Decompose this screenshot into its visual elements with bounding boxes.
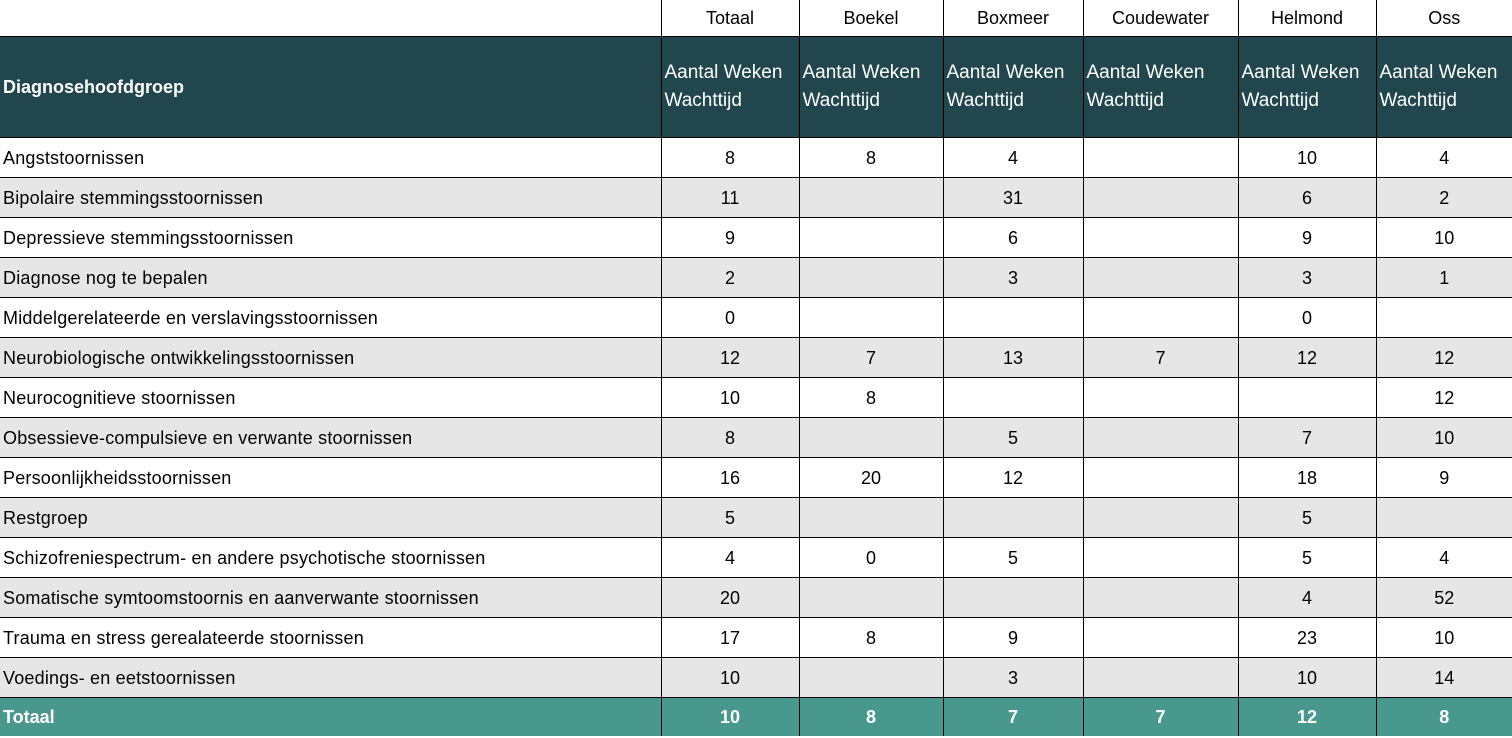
- column-header-wachttijd-boekel: Aantal Weken Wachttijd: [799, 37, 943, 138]
- table-row: [0, 298, 1512, 338]
- weeks-cell-coudewater: [1083, 458, 1238, 498]
- weeks-cell-oss: [1376, 298, 1512, 338]
- weeks-cell-boekel: 20: [799, 458, 943, 498]
- weeks-cell-coudewater: [1083, 498, 1238, 538]
- weeks-cell-boekel: [799, 258, 943, 298]
- weeks-cell-totaal: 4: [661, 538, 799, 578]
- diagnosis-label: Neurobiologische ontwikkelingsstoornissen: [0, 338, 661, 378]
- column-header-diagnosehoofdgroep: Diagnosehoofdgroep: [0, 37, 661, 138]
- total-row: [0, 698, 1512, 737]
- weeks-cell-coudewater: [1083, 258, 1238, 298]
- weeks-cell-totaal: 5: [661, 498, 799, 538]
- region-header-coudewater: Coudewater: [1083, 0, 1238, 37]
- region-header-boxmeer: Boxmeer: [943, 0, 1083, 37]
- diagnosis-label: Restgroep: [0, 498, 661, 538]
- weeks-cell-oss: 14: [1376, 658, 1512, 698]
- weeks-cell-coudewater: [1083, 418, 1238, 458]
- diagnosis-label: Diagnose nog te bepalen: [0, 258, 661, 298]
- weeks-cell-boxmeer: 6: [943, 218, 1083, 258]
- region-header-totaal: Totaal: [661, 0, 799, 37]
- weeks-cell-helmond: 10: [1238, 138, 1376, 178]
- weeks-cell-boekel: 0: [799, 538, 943, 578]
- weeks-cell-boekel: [799, 418, 943, 458]
- weeks-cell-totaal: 17: [661, 618, 799, 658]
- weeks-cell-helmond: 4: [1238, 578, 1376, 618]
- column-header-wachttijd-boxmeer: Aantal Weken Wachttijd: [943, 37, 1083, 138]
- weeks-cell-boekel: [799, 178, 943, 218]
- weeks-cell-boekel: [799, 498, 943, 538]
- weeks-cell-oss: 10: [1376, 418, 1512, 458]
- column-header-wachttijd-totaal: Aantal Weken Wachttijd: [661, 37, 799, 138]
- table-row: [0, 218, 1512, 258]
- weeks-cell-oss: [1376, 498, 1512, 538]
- weeks-cell-helmond: 5: [1238, 498, 1376, 538]
- column-header-row: [0, 37, 1512, 138]
- weeks-cell-helmond: [1238, 378, 1376, 418]
- table-row: [0, 418, 1512, 458]
- diagnosis-label: Obsessieve-compulsieve en verwante stoornissen: [0, 418, 661, 458]
- table-row: [0, 658, 1512, 698]
- weeks-cell-oss: 52: [1376, 578, 1512, 618]
- table-row: [0, 378, 1512, 418]
- weeks-cell-helmond: 9: [1238, 218, 1376, 258]
- weeks-cell-helmond: 7: [1238, 418, 1376, 458]
- weeks-cell-helmond: 6: [1238, 178, 1376, 218]
- weeks-cell-boxmeer: [943, 578, 1083, 618]
- weeks-cell-helmond: 0: [1238, 298, 1376, 338]
- weeks-cell-boxmeer: 3: [943, 658, 1083, 698]
- total-cell-boekel: 8: [799, 698, 943, 737]
- weeks-cell-coudewater: [1083, 378, 1238, 418]
- diagnosis-label: Middelgerelateerde en verslavingsstoornissen: [0, 298, 661, 338]
- weeks-cell-boxmeer: 13: [943, 338, 1083, 378]
- diagnosis-label: Somatische symtoomstoornis en aanverwante stoornissen: [0, 578, 661, 618]
- table-row: [0, 138, 1512, 178]
- region-header-boekel: Boekel: [799, 0, 943, 37]
- weeks-cell-oss: 10: [1376, 218, 1512, 258]
- weeks-cell-boxmeer: [943, 378, 1083, 418]
- column-header-wachttijd-coudewater: Aantal Weken Wachttijd: [1083, 37, 1238, 138]
- total-cell-boxmeer: 7: [943, 698, 1083, 737]
- weeks-cell-coudewater: [1083, 618, 1238, 658]
- weeks-cell-totaal: 12: [661, 338, 799, 378]
- weeks-cell-boxmeer: 5: [943, 538, 1083, 578]
- weeks-cell-totaal: 8: [661, 138, 799, 178]
- weeks-cell-oss: 12: [1376, 378, 1512, 418]
- weeks-cell-boekel: [799, 298, 943, 338]
- table-row: [0, 338, 1512, 378]
- weeks-cell-totaal: 20: [661, 578, 799, 618]
- weeks-cell-oss: 2: [1376, 178, 1512, 218]
- weeks-cell-totaal: 16: [661, 458, 799, 498]
- weeks-cell-totaal: 2: [661, 258, 799, 298]
- diagnosis-label: Voedings- en eetstoornissen: [0, 658, 661, 698]
- weeks-cell-boekel: [799, 658, 943, 698]
- region-header-empty: [0, 0, 661, 37]
- weeks-cell-oss: 4: [1376, 138, 1512, 178]
- total-cell-totaal: 10: [661, 698, 799, 737]
- weeks-cell-helmond: 12: [1238, 338, 1376, 378]
- weeks-cell-oss: 9: [1376, 458, 1512, 498]
- region-header-oss: Oss: [1376, 0, 1512, 37]
- weeks-cell-totaal: 10: [661, 378, 799, 418]
- weeks-cell-boekel: 8: [799, 618, 943, 658]
- diagnosis-label: Depressieve stemmingsstoornissen: [0, 218, 661, 258]
- column-header-wachttijd-oss: Aantal Weken Wachttijd: [1376, 37, 1512, 138]
- weeks-cell-boxmeer: 31: [943, 178, 1083, 218]
- weeks-cell-oss: 4: [1376, 538, 1512, 578]
- weeks-cell-coudewater: 7: [1083, 338, 1238, 378]
- total-cell-helmond: 12: [1238, 698, 1376, 737]
- region-header-helmond: Helmond: [1238, 0, 1376, 37]
- weeks-cell-helmond: 23: [1238, 618, 1376, 658]
- weeks-cell-boekel: 7: [799, 338, 943, 378]
- region-header-row: [0, 0, 1512, 37]
- diagnosis-label: Trauma en stress gerealateerde stoornissen: [0, 618, 661, 658]
- weeks-cell-boekel: 8: [799, 138, 943, 178]
- table-row: [0, 258, 1512, 298]
- weeks-cell-boxmeer: 12: [943, 458, 1083, 498]
- table-row: [0, 498, 1512, 538]
- weeks-cell-totaal: 11: [661, 178, 799, 218]
- weeks-cell-boxmeer: 4: [943, 138, 1083, 178]
- table-row: [0, 178, 1512, 218]
- total-cell-coudewater: 7: [1083, 698, 1238, 737]
- weeks-cell-oss: 12: [1376, 338, 1512, 378]
- weeks-cell-totaal: 10: [661, 658, 799, 698]
- diagnosis-label: Neurocognitieve stoornissen: [0, 378, 661, 418]
- weeks-cell-boekel: [799, 218, 943, 258]
- weeks-cell-coudewater: [1083, 578, 1238, 618]
- table-row: [0, 458, 1512, 498]
- diagnosis-label: Schizofreniespectrum- en andere psychotische stoornissen: [0, 538, 661, 578]
- diagnosis-label: Bipolaire stemmingsstoornissen: [0, 178, 661, 218]
- weeks-cell-boxmeer: 9: [943, 618, 1083, 658]
- weeks-cell-coudewater: [1083, 298, 1238, 338]
- weeks-cell-helmond: 10: [1238, 658, 1376, 698]
- table-row: [0, 538, 1512, 578]
- weeks-cell-totaal: 0: [661, 298, 799, 338]
- weeks-cell-oss: 1: [1376, 258, 1512, 298]
- total-cell-oss: 8: [1376, 698, 1512, 737]
- weeks-cell-helmond: 18: [1238, 458, 1376, 498]
- total-label: Totaal: [0, 698, 661, 737]
- weeks-cell-boxmeer: 3: [943, 258, 1083, 298]
- weeks-cell-coudewater: [1083, 178, 1238, 218]
- weeks-cell-helmond: 5: [1238, 538, 1376, 578]
- table-row: [0, 618, 1512, 658]
- table-row: [0, 578, 1512, 618]
- weeks-cell-coudewater: [1083, 658, 1238, 698]
- weeks-cell-boekel: 8: [799, 378, 943, 418]
- column-header-wachttijd-helmond: Aantal Weken Wachttijd: [1238, 37, 1376, 138]
- diagnosis-label: Persoonlijkheidsstoornissen: [0, 458, 661, 498]
- weeks-cell-coudewater: [1083, 538, 1238, 578]
- weeks-cell-helmond: 3: [1238, 258, 1376, 298]
- weeks-cell-oss: 10: [1376, 618, 1512, 658]
- weeks-cell-boekel: [799, 578, 943, 618]
- weeks-cell-coudewater: [1083, 138, 1238, 178]
- weeks-cell-boxmeer: [943, 498, 1083, 538]
- diagnosis-label: Angststoornissen: [0, 138, 661, 178]
- weeks-cell-totaal: 8: [661, 418, 799, 458]
- weeks-cell-boxmeer: [943, 298, 1083, 338]
- weeks-cell-boxmeer: 5: [943, 418, 1083, 458]
- weeks-cell-coudewater: [1083, 218, 1238, 258]
- weeks-cell-totaal: 9: [661, 218, 799, 258]
